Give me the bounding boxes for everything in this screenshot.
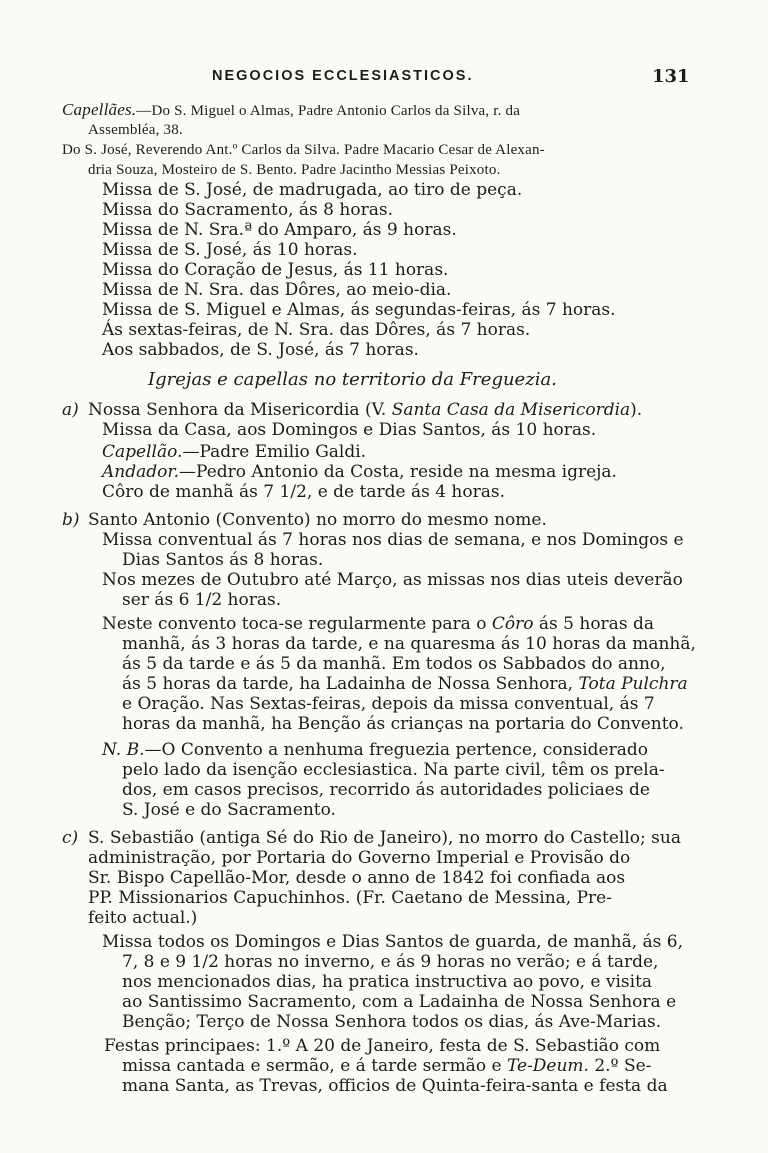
festas-text-a: missa cantada e sermão, e á tarde sermão e xyxy=(122,1056,507,1076)
mass-schedule-line: Missa do Coração de Jesus, ás 11 horas. xyxy=(102,260,449,280)
jose-chaplains-line-1: Do S. José, Reverendo Ant.º Carlos da Silva. Padre Macario Cesar de Alexan- xyxy=(62,142,545,158)
item-b-nb-line: S. José e do Sacramento. xyxy=(122,800,336,820)
jose-chaplains-line-2: dria Souza, Mosteiro de S. Bento. Padre Jacintho Messias Peixoto. xyxy=(88,162,501,178)
coro-l4-text: ás 5 horas da tarde, ha Ladainha de Nossa Senhora, xyxy=(122,674,579,694)
item-c-festas-line-3: mana Santa, as Trevas, officios de Quinta-feira-santa e festa da xyxy=(122,1076,668,1096)
item-b-coro-line: manhã, ás 3 horas da tarde, e na quaresma ás 10 horas da manhã, xyxy=(122,634,696,654)
page-number: 131 xyxy=(652,66,690,87)
item-c-text: S. Sebastião (antiga Sé do Rio de Janeiro), no morro do Castello; sua xyxy=(88,828,681,848)
andador-label: Andador. xyxy=(102,462,180,482)
item-c-label: c) xyxy=(62,828,79,848)
item-a-coro: Côro de manhã ás 7 1/2, e de tarde ás 4 horas. xyxy=(102,482,506,502)
item-b-nb-line: dos, em casos precisos, recorrido ás autoridades policiaes de xyxy=(122,780,650,800)
item-b-coro-line-5: e Oração. Nas Sextas-feiras, depois da missa conventual, ás 7 xyxy=(122,694,655,714)
item-c-missa-line: nos mencionados dias, ha pratica instructiva ao povo, e visita xyxy=(122,972,653,992)
coro-text-c: ás 5 horas da xyxy=(533,614,654,634)
item-b-title xyxy=(62,510,547,530)
item-b-label: b) xyxy=(62,510,80,530)
item-b-coro-line: ás 5 da tarde e ás 5 da manhã. Em todos os Sabbados do anno, xyxy=(122,654,666,674)
item-b-coro-line-1 xyxy=(102,614,654,634)
item-b-line: Dias Santos ás 8 horas. xyxy=(122,550,324,570)
item-b-nb-line: pelo lado da isenção ecclesiastica. Na parte civil, têm os prela- xyxy=(122,760,665,780)
festas-text-c: 2.º Se- xyxy=(588,1056,652,1076)
item-a-title-end: ). xyxy=(630,400,643,420)
mass-schedule-line: Missa de S. José, ás 10 horas. xyxy=(102,240,358,260)
item-c-festas-line-2 xyxy=(122,1056,651,1076)
nb-text: —O Convento a nenhuma freguezia pertence, considerado xyxy=(144,740,648,760)
mass-schedule-line: Missa de N. Sra. das Dôres, ao meio-dia. xyxy=(102,280,452,300)
andador-text: —Pedro Antonio da Costa, reside na mesma igreja. xyxy=(179,462,617,482)
item-c-missa-line: Benção; Terço de Nossa Senhora todos os dias, ás Ave-Marias. xyxy=(122,1012,662,1032)
item-c-missa-line: 7, 8 e 9 1/2 horas no inverno, e ás 9 horas no verão; e á tarde, xyxy=(122,952,659,972)
item-a-title-italic: Santa Casa da Misericordia xyxy=(391,400,631,420)
coro-italic: Côro xyxy=(491,614,534,634)
item-c-line: administração, por Portaria do Governo Imperial e Provisão do xyxy=(88,848,631,868)
item-c-festas-line-1: Festas principaes: 1.º A 20 de Janeiro, festa de S. Sebastião com xyxy=(104,1036,661,1056)
item-b-coro-line-4 xyxy=(122,674,688,694)
item-b-line: Missa conventual ás 7 horas nos dias de semana, e nos Domingos e xyxy=(102,530,684,550)
tota-pulchra: Tota Pulchra xyxy=(578,674,688,694)
capellaes-continuation: Assembléa, 38. xyxy=(88,122,183,138)
item-b-coro-line-6: horas da manhã, ha Benção ás crianças na portaria do Convento. xyxy=(122,714,684,734)
mass-schedule-line: Missa de S. Miguel e Almas, ás segundas-feiras, ás 7 horas. xyxy=(102,300,616,320)
item-c-missa-line: Missa todos os Domingos e Dias Santos de guarda, de manhã, ás 6, xyxy=(102,932,684,952)
capellaes-text: —Do S. Miguel o Almas, Padre Antonio Carlos da Silva, r. da xyxy=(136,103,521,119)
mass-schedule-line: Aos sabbados, de S. José, ás 7 horas. xyxy=(102,340,419,360)
mass-schedule-line: Missa do Sacramento, ás 8 horas. xyxy=(102,200,393,220)
item-c-missa-line: ao Santissimo Sacramento, com a Ladainha de Nossa Senhora e xyxy=(122,992,677,1012)
item-c-line-1 xyxy=(62,828,681,848)
mass-schedule-line: Ás sextas-feiras, de N. Sra. das Dôres, ás 7 horas. xyxy=(102,320,531,340)
item-b-title-text: Santo Antonio (Convento) no morro do mesmo nome. xyxy=(88,510,547,530)
page-header xyxy=(0,66,768,94)
item-a-capellao xyxy=(102,442,366,462)
item-c-line: feito actual.) xyxy=(88,908,198,928)
running-title: NEGOCIOS ECCLESIASTICOS. xyxy=(212,68,474,84)
section-heading: Igrejas e capellas no territorio da Freguezia. xyxy=(148,369,557,390)
item-c-line: PP. Missionarios Capuchinhos. (Fr. Caetano de Messina, Pre- xyxy=(88,888,612,908)
item-b-line: ser ás 6 1/2 horas. xyxy=(122,590,282,610)
item-a-andador xyxy=(102,462,617,482)
item-c-line: Sr. Bispo Capellão-Mor, desde o anno de 1842 foi confiada aos xyxy=(88,868,626,888)
item-a-title-text: Nossa Senhora da Misericordia (V. xyxy=(88,400,392,420)
mass-schedule-line: Missa de S. José, de madrugada, ao tiro de peça. xyxy=(102,180,523,200)
nb-label: N. B. xyxy=(102,740,145,760)
item-b-line: Nos mezes de Outubro até Março, as missas nos dias uteis deverão xyxy=(102,570,683,590)
capellaes-line xyxy=(62,100,520,121)
capellao-label: Capellão. xyxy=(102,442,183,462)
item-a-label: a) xyxy=(62,400,79,420)
item-a-title xyxy=(62,400,642,420)
te-deum: Te-Deum. xyxy=(506,1056,589,1076)
capellaes-label: Capellães. xyxy=(62,100,137,119)
mass-schedule-line: Missa de N. Sra.ª do Amparo, ás 9 horas. xyxy=(102,220,457,240)
capellao-text: —Padre Emilio Galdi. xyxy=(182,442,367,462)
coro-text-a: Neste convento toca-se regularmente para o xyxy=(102,614,492,634)
item-a-missa: Missa da Casa, aos Domingos e Dias Santos, ás 10 horas. xyxy=(102,420,597,440)
item-b-nb-line-1 xyxy=(102,740,648,760)
